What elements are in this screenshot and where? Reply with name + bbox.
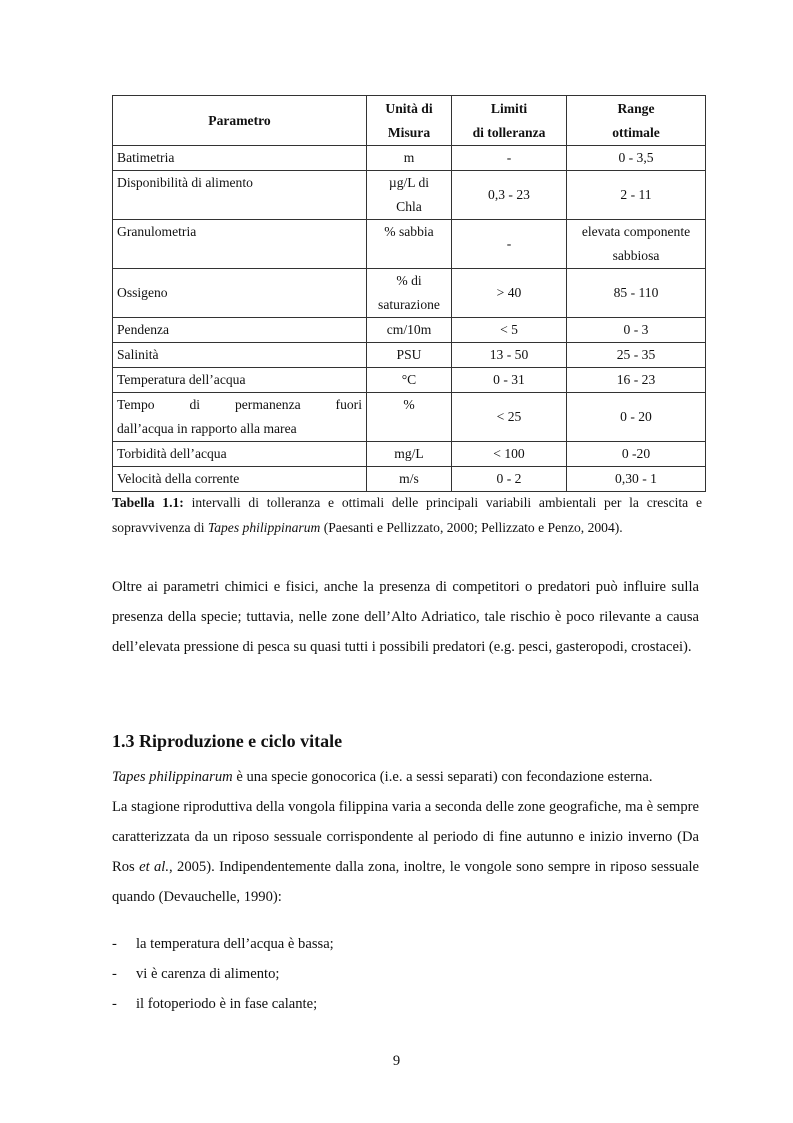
cell-range: 0 - 3,5 — [567, 146, 706, 171]
cell-parametro: Ossigeno — [113, 269, 367, 318]
table-caption — [112, 490, 702, 540]
header-limiti: Limiti di tolleranza — [452, 96, 567, 146]
cell-parametro: Velocità della corrente — [113, 467, 367, 492]
table-header-row — [113, 96, 706, 146]
table-row — [113, 146, 706, 171]
header-unita: Unità di Misura — [367, 96, 452, 146]
cell-limiti: - — [452, 146, 567, 171]
table-row — [113, 171, 706, 220]
cell-parametro: Disponibilità di alimento — [113, 171, 367, 220]
list-item: - vi è carenza di alimento; — [112, 966, 280, 982]
list-item: - la temperatura dell’acqua è bassa; — [112, 936, 334, 952]
cell-parametro: Pendenza — [113, 318, 367, 343]
caption-species: Tapes philippinarum — [207, 520, 321, 535]
cell-parametro: Granulometria — [113, 220, 367, 269]
cell-limiti: < 100 — [452, 442, 567, 467]
cell-limiti: < 5 — [452, 318, 567, 343]
table-row — [113, 318, 706, 343]
cell-unita: % di saturazione — [367, 269, 452, 318]
cell-parametro: Salinità — [113, 343, 367, 368]
cell-limiti: 0 - 31 — [452, 368, 567, 393]
cell-limiti: - — [452, 220, 567, 269]
cell-limiti: 13 - 50 — [452, 343, 567, 368]
header-range: Range ottimale — [567, 96, 706, 146]
page-number: 9 — [392, 1053, 401, 1069]
list-item: - il fotoperiodo è in fase calante; — [112, 996, 318, 1012]
cell-range: 0,30 - 1 — [567, 467, 706, 492]
table-row — [113, 269, 706, 318]
cell-unita: °C — [367, 368, 452, 393]
species-name: Tapes philippinarum — [112, 769, 233, 785]
parameters-table — [112, 95, 706, 492]
table-row — [113, 343, 706, 368]
table-row — [113, 220, 706, 269]
cell-parametro: Tempo di permanenza fuori dall’acqua in rapporto alla marea — [113, 393, 367, 442]
cell-unita: mg/L — [367, 442, 452, 467]
caption-citation: (Paesanti e Pellizzato, 2000; Pellizzato e Penzo, 2004). — [320, 520, 623, 535]
cell-range: 0 -20 — [567, 442, 706, 467]
paragraph-reproduction: Tapes philippinarum è una specie gonocorica (i.e. a sessi separati) con fecondazione esterna. La stagione riproduttiva della vongola filippina varia a seconda delle zone geografiche, ma è sempre caratterizzata da un riposo sessuale corrispondente al periodo di fine autunno e inizio inverno (Da Ros et al., 2005). Indipendentemente dalla zona, inoltre, le vongole sono sempre in riposo sessuale quando (Devauchelle, 1990): — [112, 769, 699, 905]
table-row — [113, 442, 706, 467]
table-row — [113, 393, 706, 442]
cell-unita: µg/L di Chla — [367, 171, 452, 220]
cell-range: 0 - 3 — [567, 318, 706, 343]
cell-unita: m/s — [367, 467, 452, 492]
cell-range: 85 - 110 — [567, 269, 706, 318]
cell-range: 25 - 35 — [567, 343, 706, 368]
cell-range: 0 - 20 — [567, 393, 706, 442]
cell-range: 16 - 23 — [567, 368, 706, 393]
cell-limiti: 0,3 - 23 — [452, 171, 567, 220]
et-al: et al. — [139, 859, 170, 875]
cell-limiti: < 25 — [452, 393, 567, 442]
cell-unita: PSU — [367, 343, 452, 368]
table-row — [113, 467, 706, 492]
caption-text: intervalli di tolleranza e ottimali delle principali variabili ambientali per la crescita e sopravvivenza di — [112, 495, 702, 535]
cell-parametro: Torbidità dell’acqua — [113, 442, 367, 467]
caption-label: Tabella 1.1: — [112, 495, 184, 510]
cell-unita: m — [367, 146, 452, 171]
cell-unita: % sabbia — [367, 220, 452, 269]
cell-range: 2 - 11 — [567, 171, 706, 220]
section-heading: 1.3 Riproduzione e ciclo vitale — [112, 731, 343, 751]
conditions-list — [112, 929, 699, 1019]
cell-parametro: Batimetria — [113, 146, 367, 171]
cell-unita: cm/10m — [367, 318, 452, 343]
parameters-table-container — [112, 95, 705, 492]
cell-unita: % — [367, 393, 452, 442]
header-parametro: Parametro — [113, 96, 367, 146]
cell-parametro: Temperatura dell’acqua — [113, 368, 367, 393]
cell-limiti: > 40 — [452, 269, 567, 318]
cell-range: elevata componente sabbiosa — [567, 220, 706, 269]
table-row — [113, 368, 706, 393]
paragraph-competitors: Oltre ai parametri chimici e fisici, anche la presenza di competitori o predatori può influire sulla presenza della specie; tuttavia, nelle zone dell’Alto Adriatico, tale rischio è poco rilevante a causa dell’elevata pressione di pesca su quasi tutti i possibili predatori (e.g. pesci, gasteropodi, crostacei). — [112, 579, 699, 655]
cell-limiti: 0 - 2 — [452, 467, 567, 492]
